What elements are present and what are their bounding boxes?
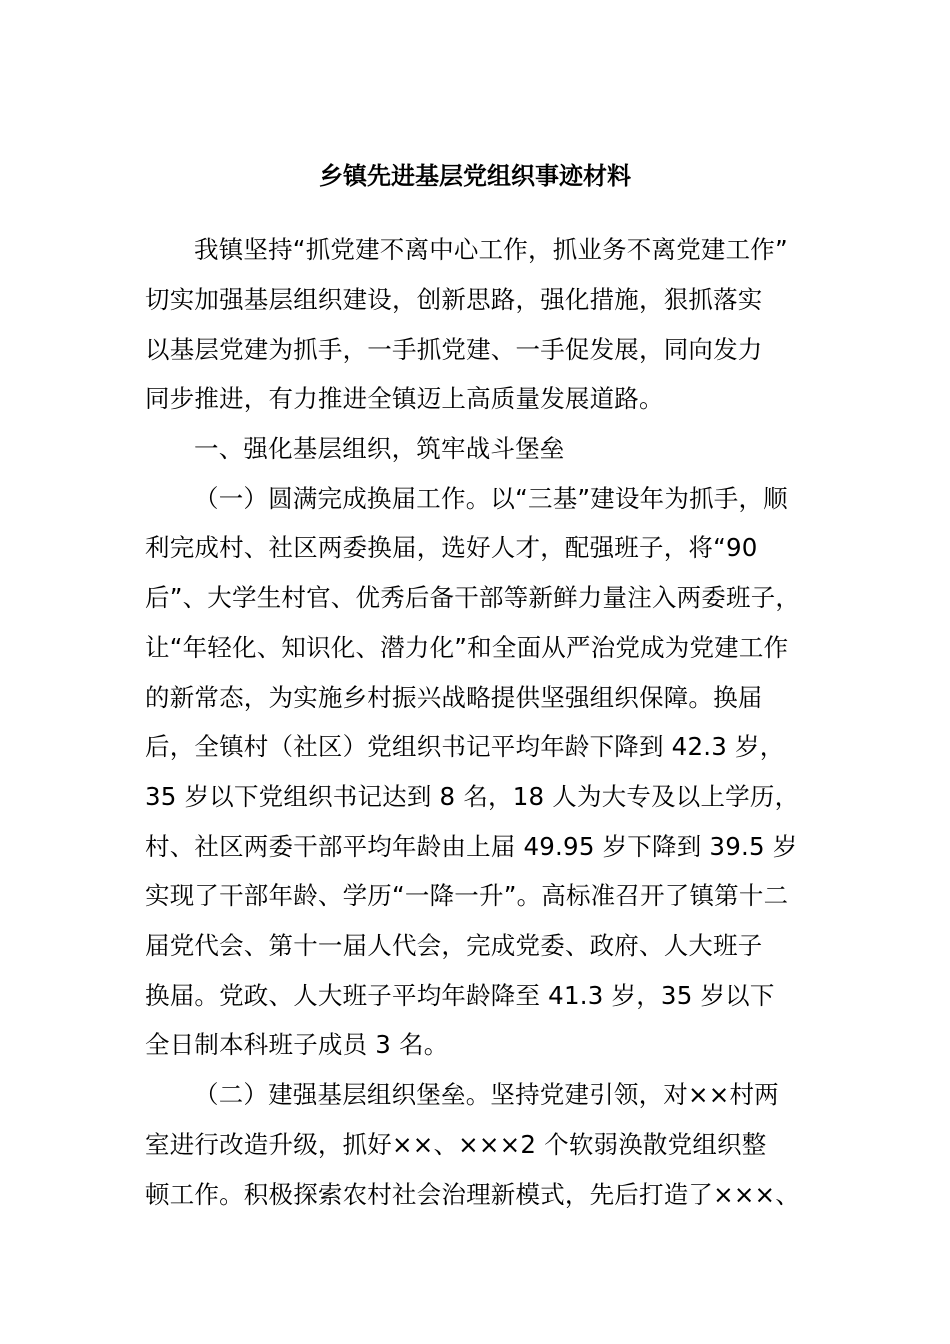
document-title: 乡镇先进基层党组织事迹材料 [319, 162, 631, 190]
paragraph-line: 我镇坚持“抓党建不离中心工作，抓业务不离党建工作” [194, 235, 788, 264]
paragraph-line: 切实加强基层组织建设，创新思路，强化措施，狠抓落实 [145, 285, 763, 314]
paragraph-line: 35 岁以下党组织书记达到 8 名，18 人为大专及以上学历， [145, 782, 800, 811]
paragraph-line: 利完成村、社区两委换届，选好人才，配强班子，将“90 [145, 533, 758, 562]
paragraph-line: 届党代会、第十一届人代会，完成党委、政府、人大班子 [145, 931, 763, 960]
paragraph-line: 后”、大学生村官、优秀后备干部等新鲜力量注入两委班子， [145, 583, 801, 612]
paragraph-line: 室进行改造升级，抓好××、×××2 个软弱涣散党组织整 [145, 1130, 767, 1159]
paragraph-line: 的新常态，为实施乡村振兴战略提供坚强组织保障。换届 [145, 683, 763, 712]
paragraph-line: 后，全镇村（社区）党组织书记平均年龄下降到 42.3 岁， [145, 732, 785, 761]
paragraph-line: 让“年轻化、知识化、潜力化”和全面从严治党成为党建工作 [145, 633, 789, 662]
paragraph-line: （二）建强基层组织堡垒。坚持党建引领，对××村两 [194, 1080, 779, 1109]
paragraph-line: 村、社区两委干部平均年龄由上届 49.95 岁下降到 39.5 岁 [145, 832, 798, 861]
paragraph-line: 实现了干部年龄、学历“一降一升”。高标准召开了镇第十二 [145, 881, 789, 910]
paragraph-line: 全日制本科班子成员 3 名。 [145, 1030, 449, 1059]
paragraph-line: 顿工作。积极探索农村社会治理新模式，先后打造了×××、 [145, 1180, 800, 1209]
paragraph-line: 换届。党政、人大班子平均年龄降至 41.3 岁，35 岁以下 [145, 981, 775, 1010]
section-heading: 一、强化基层组织，筑牢战斗堡垒 [194, 434, 565, 463]
paragraph-line: 同步推进，有力推进全镇迈上高质量发展道路。 [145, 384, 664, 413]
paragraph-line: （一）圆满完成换届工作。以“三基”建设年为抓手，顺 [194, 484, 788, 513]
paragraph-line: 以基层党建为抓手，一手抓党建、一手促发展，同向发力 [145, 335, 763, 364]
